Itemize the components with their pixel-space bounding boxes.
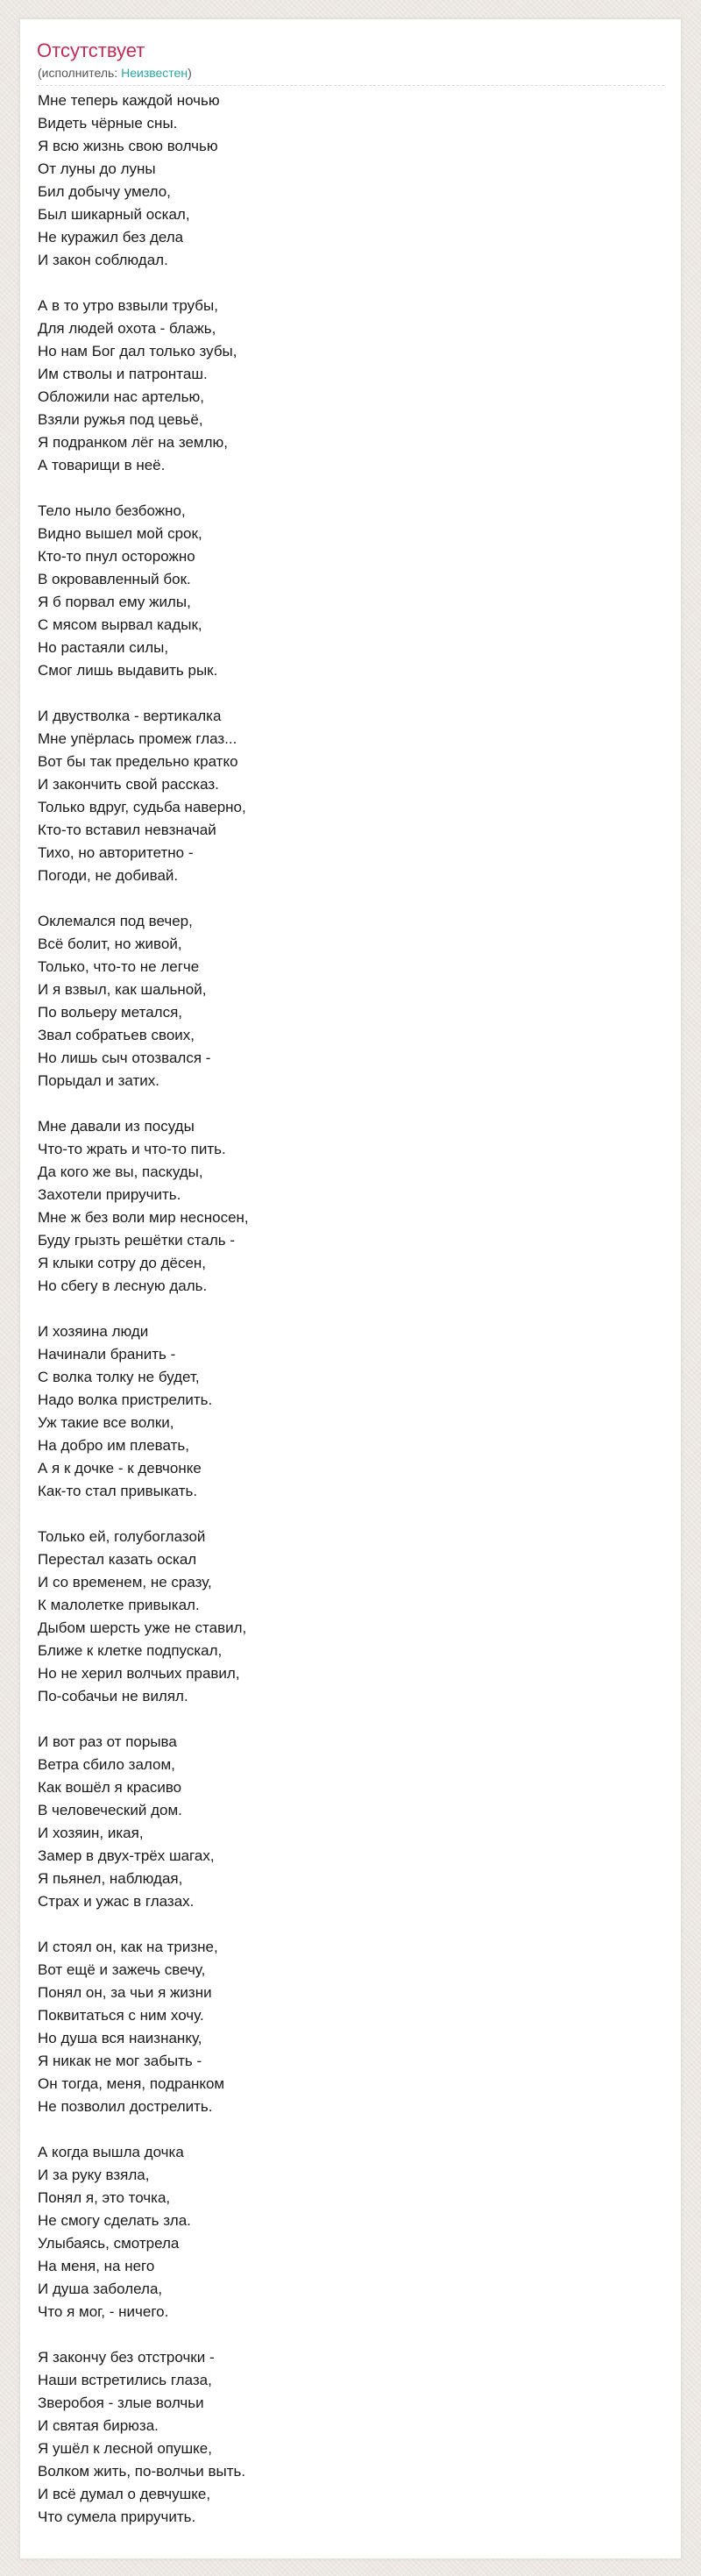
lyrics-line: Не смогу сделать зла. bbox=[38, 2212, 191, 2229]
lyrics-line: Что сумела приручить. bbox=[38, 2508, 196, 2525]
lyrics-line: Я б порвал ему жилы, bbox=[38, 594, 191, 610]
lyrics-line: Поквитаться с ним хочу. bbox=[38, 2007, 204, 2024]
lyrics-line: Вот ещё и зажечь свечу, bbox=[38, 1961, 206, 1978]
lyrics-line: Для людей охота - блажь, bbox=[38, 320, 216, 337]
artist-prefix: (исполнитель: bbox=[38, 66, 122, 80]
lyrics-line: Да кого же вы, паскуды, bbox=[38, 1163, 203, 1180]
lyrics-card bbox=[19, 18, 682, 2559]
lyrics-line: Смог лишь выдавить рык. bbox=[38, 662, 218, 679]
lyrics-line: С мясом вырвал кадык, bbox=[38, 616, 202, 633]
lyrics-stanza bbox=[38, 295, 651, 477]
lyrics-line: Но лишь сыч отозвался - bbox=[38, 1050, 211, 1066]
lyrics-line: Дыбом шерсть уже не ставил, bbox=[38, 1619, 247, 1636]
lyrics-line: И всё думал о девчушке, bbox=[38, 2486, 211, 2502]
lyrics-line: Замер в двух-трёх шагах, bbox=[38, 1847, 215, 1864]
lyrics-line: Но растаяли силы, bbox=[38, 639, 169, 656]
lyrics-line: Кто-то пнул осторожно bbox=[38, 548, 195, 565]
song-title: Отсутствует bbox=[37, 39, 145, 61]
lyrics-line: Видеть чёрные сны. bbox=[38, 115, 178, 132]
lyrics-line: Только, что-то не легче bbox=[38, 958, 200, 975]
lyrics-stanza bbox=[38, 2141, 651, 2323]
lyrics-line: А я к дочке - к девчонке bbox=[38, 1460, 202, 1477]
lyrics-line: Я закончу без отстрочки - bbox=[38, 2349, 215, 2366]
lyrics-line: Взяли ружья под цевьё, bbox=[38, 411, 203, 428]
lyrics-line: Я ушёл к лесной опушке, bbox=[38, 2440, 212, 2457]
lyrics-line: И хозяина люди bbox=[38, 1323, 149, 1340]
lyrics-line: Понял я, это точка, bbox=[38, 2189, 171, 2206]
lyrics-line: Но не херил волчьих правил, bbox=[38, 1665, 240, 1682]
lyrics-line: От луны до луны bbox=[38, 160, 156, 177]
lyrics-line: По-собачьи не вилял. bbox=[38, 1688, 188, 1704]
lyrics-line: Он тогда, меня, подранком bbox=[38, 2075, 225, 2092]
lyrics-stanza bbox=[38, 1115, 651, 1298]
lyrics-line: А в то утро взвыли трубы, bbox=[38, 297, 218, 314]
lyrics-line: Наши встретились глаза, bbox=[38, 2372, 212, 2388]
lyrics-line: А товарищи в неё. bbox=[38, 457, 166, 473]
lyrics-line: И со временем, не сразу, bbox=[38, 1574, 212, 1590]
lyrics-line: Им стволы и патронташ. bbox=[38, 366, 208, 382]
lyrics-line: Волком жить, по-волчьи выть. bbox=[38, 2463, 246, 2480]
lyrics-stanza bbox=[38, 910, 651, 1092]
lyrics-line: В окровавленный бок. bbox=[38, 571, 191, 587]
lyrics-line: И душа заболела, bbox=[38, 2281, 163, 2297]
lyrics-line: Что я мог, - ничего. bbox=[38, 2303, 169, 2320]
lyrics-line: Мне ж без воли мир несносен, bbox=[38, 1209, 249, 1226]
lyrics-line: Ближе к клетке подпускал, bbox=[38, 1642, 223, 1659]
lyrics-line: Но сбегу в лесную даль. bbox=[38, 1277, 208, 1294]
lyrics-line: Оклемался под вечер, bbox=[38, 913, 193, 929]
lyrics-line: Я никак не мог забыть - bbox=[38, 2053, 202, 2069]
lyrics-line: Понял он, за чьи я жизни bbox=[38, 1984, 212, 2001]
lyrics-line: Уж такие все волки, bbox=[38, 1414, 174, 1431]
lyrics-line: В человеческий дом. bbox=[38, 1802, 182, 1818]
lyrics-line: И святая бирюза. bbox=[38, 2417, 159, 2434]
lyrics-stanza bbox=[38, 89, 651, 272]
lyrics-line: Видно вышел мой срок, bbox=[38, 525, 202, 542]
lyrics-line: И закон соблюдал. bbox=[38, 252, 168, 268]
lyrics-line: Как-то стал привыкать. bbox=[38, 1483, 198, 1499]
lyrics-body bbox=[38, 89, 651, 2551]
lyrics-line: По вольеру метался, bbox=[38, 1004, 183, 1021]
lyrics-line: Начинали бранить - bbox=[38, 1346, 176, 1363]
artist-link[interactable]: Неизвестен bbox=[121, 66, 188, 80]
lyrics-line: Я пьянел, наблюдая, bbox=[38, 1870, 183, 1887]
lyrics-line: И за руку взяла, bbox=[38, 2167, 150, 2183]
lyrics-line: Тихо, но авторитетно - bbox=[38, 844, 194, 861]
lyrics-line: И я взвыл, как шальной, bbox=[38, 981, 207, 998]
lyrics-line: На добро им плевать, bbox=[38, 1437, 189, 1454]
lyrics-line: Я подранком лёг на землю, bbox=[38, 434, 228, 451]
lyrics-line: Как вошёл я красиво bbox=[38, 1779, 182, 1796]
lyrics-line: Страх и ужас в глазах. bbox=[38, 1893, 195, 1910]
lyrics-line: И стоял он, как на тризне, bbox=[38, 1939, 218, 1955]
lyrics-line: Вот бы так предельно кратко bbox=[38, 753, 238, 770]
lyrics-line: Надо волка пристрелить. bbox=[38, 1391, 213, 1408]
lyrics-line: И закончить свой рассказ. bbox=[38, 776, 219, 793]
lyrics-line: Улыбаясь, смотрела bbox=[38, 2235, 180, 2252]
lyrics-line: Порыдал и затих. bbox=[38, 1072, 159, 1089]
artist-line bbox=[38, 65, 192, 81]
lyrics-stanza bbox=[38, 1731, 651, 1913]
lyrics-line: Но нам Бог дал только зубы, bbox=[38, 343, 237, 359]
lyrics-stanza bbox=[38, 2346, 651, 2529]
lyrics-line: Кто-то вставил невзначай bbox=[38, 822, 216, 838]
lyrics-line: Погоди, не добивай. bbox=[38, 867, 179, 884]
lyrics-line: Тело ныло безбожно, bbox=[38, 502, 186, 519]
lyrics-stanza bbox=[38, 705, 651, 887]
lyrics-line: Что-то жрать и что-то пить. bbox=[38, 1141, 226, 1157]
lyrics-line: Обложили нас артелью, bbox=[38, 388, 204, 405]
header-divider bbox=[37, 85, 664, 86]
lyrics-line: Зверобоя - злые волчьи bbox=[38, 2395, 204, 2411]
lyrics-line: К малолетке привыкал. bbox=[38, 1597, 200, 1613]
lyrics-stanza bbox=[38, 500, 651, 682]
lyrics-stanza bbox=[38, 1320, 651, 1503]
lyrics-line: Бил добычу умело, bbox=[38, 183, 171, 200]
lyrics-line: С волка толку не будет, bbox=[38, 1369, 200, 1385]
lyrics-line: Только ей, голубоглазой bbox=[38, 1528, 206, 1545]
lyrics-line: И двустволка - вертикалка bbox=[38, 708, 222, 724]
lyrics-line: И вот раз от порыва bbox=[38, 1733, 177, 1750]
artist-suffix: ) bbox=[188, 66, 192, 80]
lyrics-line: Ветра сбило залом, bbox=[38, 1756, 175, 1773]
lyrics-line: Я клыки сотру до дёсен, bbox=[38, 1255, 207, 1271]
lyrics-stanza bbox=[38, 1936, 651, 2118]
lyrics-line: Мне давали из посуды bbox=[38, 1118, 195, 1135]
lyrics-line: Не позволил дострелить. bbox=[38, 2098, 213, 2115]
lyrics-line: Всё болит, но живой, bbox=[38, 936, 182, 952]
lyrics-line: Не куражил без дела bbox=[38, 229, 184, 246]
lyrics-line: Но душа вся наизнанку, bbox=[38, 2030, 202, 2046]
lyrics-line: Захотели приручить. bbox=[38, 1186, 181, 1203]
lyrics-line: А когда вышла дочка bbox=[38, 2144, 184, 2160]
lyrics-line: Мне теперь каждой ночью bbox=[38, 92, 220, 109]
lyrics-line: Мне упёрлась промеж глаз... bbox=[38, 730, 237, 747]
lyrics-stanza bbox=[38, 1526, 651, 1708]
lyrics-line: Я всю жизнь свою волчью bbox=[38, 138, 218, 154]
lyrics-line: Звал собратьев своих, bbox=[38, 1027, 195, 1043]
lyrics-line: Буду грызть решётки сталь - bbox=[38, 1232, 236, 1249]
lyrics-line: Был шикарный оскал, bbox=[38, 206, 190, 223]
lyrics-line: И хозяин, икая, bbox=[38, 1825, 144, 1841]
lyrics-line: Перестал казать оскал bbox=[38, 1551, 197, 1568]
lyrics-line: Только вдруг, судьба наверно, bbox=[38, 799, 246, 815]
lyrics-line: На меня, на него bbox=[38, 2258, 155, 2274]
